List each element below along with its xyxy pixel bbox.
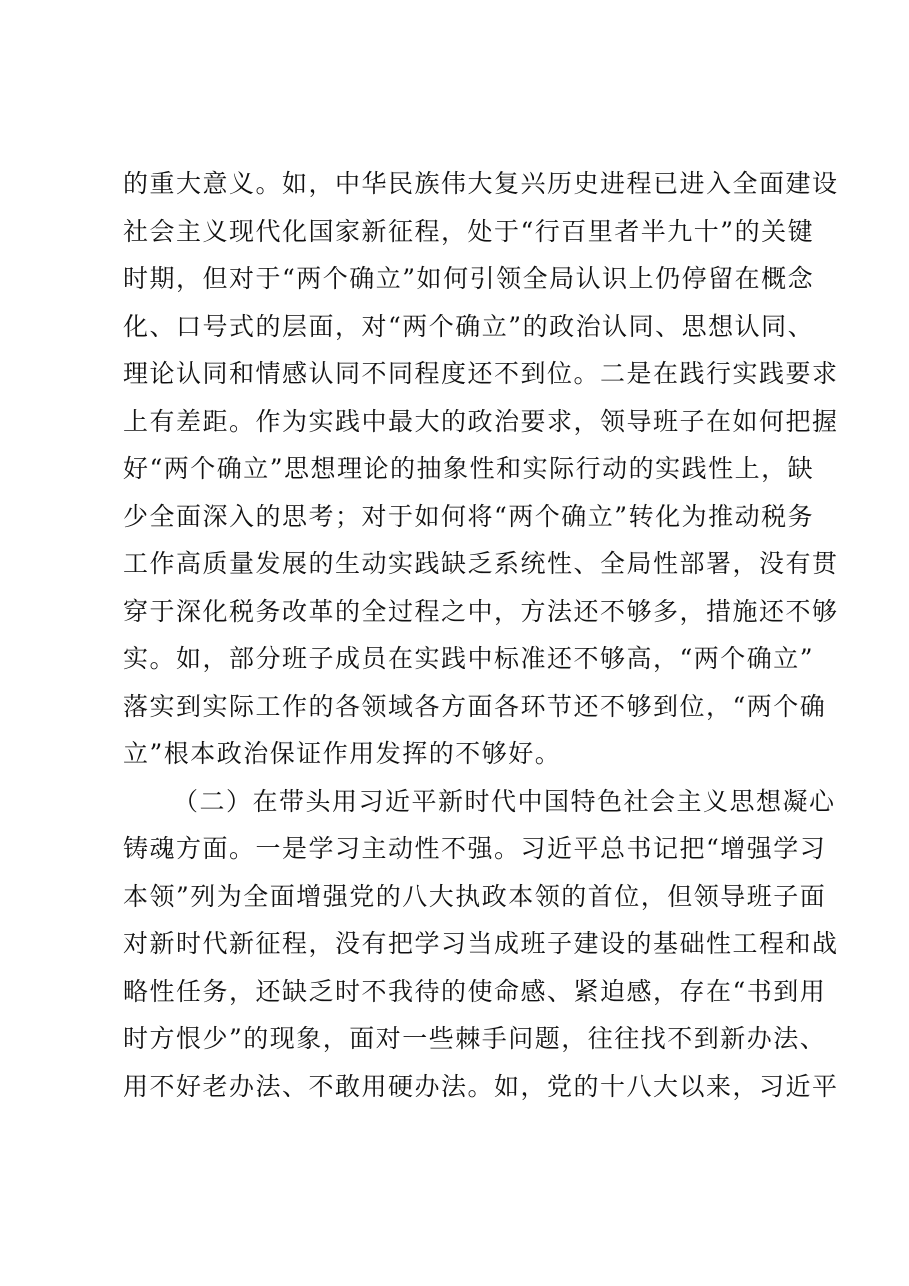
document-body [123, 160, 839, 1110]
paragraph-1-line: 上有差距。作为实践中最大的政治要求，领导班子在如何把握 [123, 406, 839, 436]
paragraph-1-line: 化、口号式的层面，对“两个确立”的政治认同、思想认同、 [123, 311, 815, 341]
paragraph-1-line: 立”根本政治保证作用发挥的不够好。 [123, 739, 562, 768]
paragraph-1-line: 穿于深化税务改革的全过程之中，方法还不够多，措施还不够 [123, 596, 839, 626]
paragraph-1-line: 的重大意义。如，中华民族伟大复兴历史进程已进入全面建设 [123, 169, 839, 198]
paragraph-2-line: 铸魂方面。一是学习主动性不强。习近平总书记把“增强学习 [123, 834, 827, 863]
paragraph-1-line: 实。如，部分班子成员在实践中标准还不够高，“两个确立” [123, 644, 815, 673]
paragraph-2-line: 用不好老办法、不敢用硬办法。如，党的十八大以来，习近平 [123, 1071, 839, 1101]
paragraph-1-line: 落实到实际工作的各领域各方面各环节还不够到位，“两个确 [123, 691, 827, 721]
paragraph-2 [123, 778, 839, 1111]
paragraph-2-line: 时方恨少”的现象，面对一些棘手问题，往往找不到新办法、 [123, 1024, 827, 1053]
paragraph-1-line: 时期，但对于“两个确立”如何引领全局认识上仍停留在概念 [123, 264, 815, 293]
paragraph-2-line: 略性任务，还缺乏时不我待的使命感、紧迫感，存在“书到用 [123, 976, 827, 1006]
paragraph-1-line: 理论认同和情感认同不同程度还不到位。二是在践行实践要求 [123, 359, 839, 388]
paragraph-2-line: （二）在带头用习近平新时代中国特色社会主义思想凝心 [173, 786, 836, 816]
paragraph-1 [123, 160, 839, 778]
paragraph-2-line: 对新时代新征程，没有把学习当成班子建设的基础性工程和战 [123, 929, 839, 958]
paragraph-1-line: 社会主义现代化国家新征程，处于“行百里者半九十”的关键 [123, 216, 815, 246]
paragraph-1-line: 少全面深入的思考；对于如何将“两个确立”转化为推动税务 [123, 501, 815, 531]
paragraph-2-line: 本领”列为全面增强党的八大执政本领的首位，但领导班子面 [123, 881, 827, 911]
paragraph-1-line: 好“两个确立”思想理论的抽象性和实际行动的实践性上，缺 [123, 454, 815, 483]
paragraph-1-line: 工作高质量发展的生动实践缺乏系统性、全局性部署，没有贯 [123, 549, 839, 578]
